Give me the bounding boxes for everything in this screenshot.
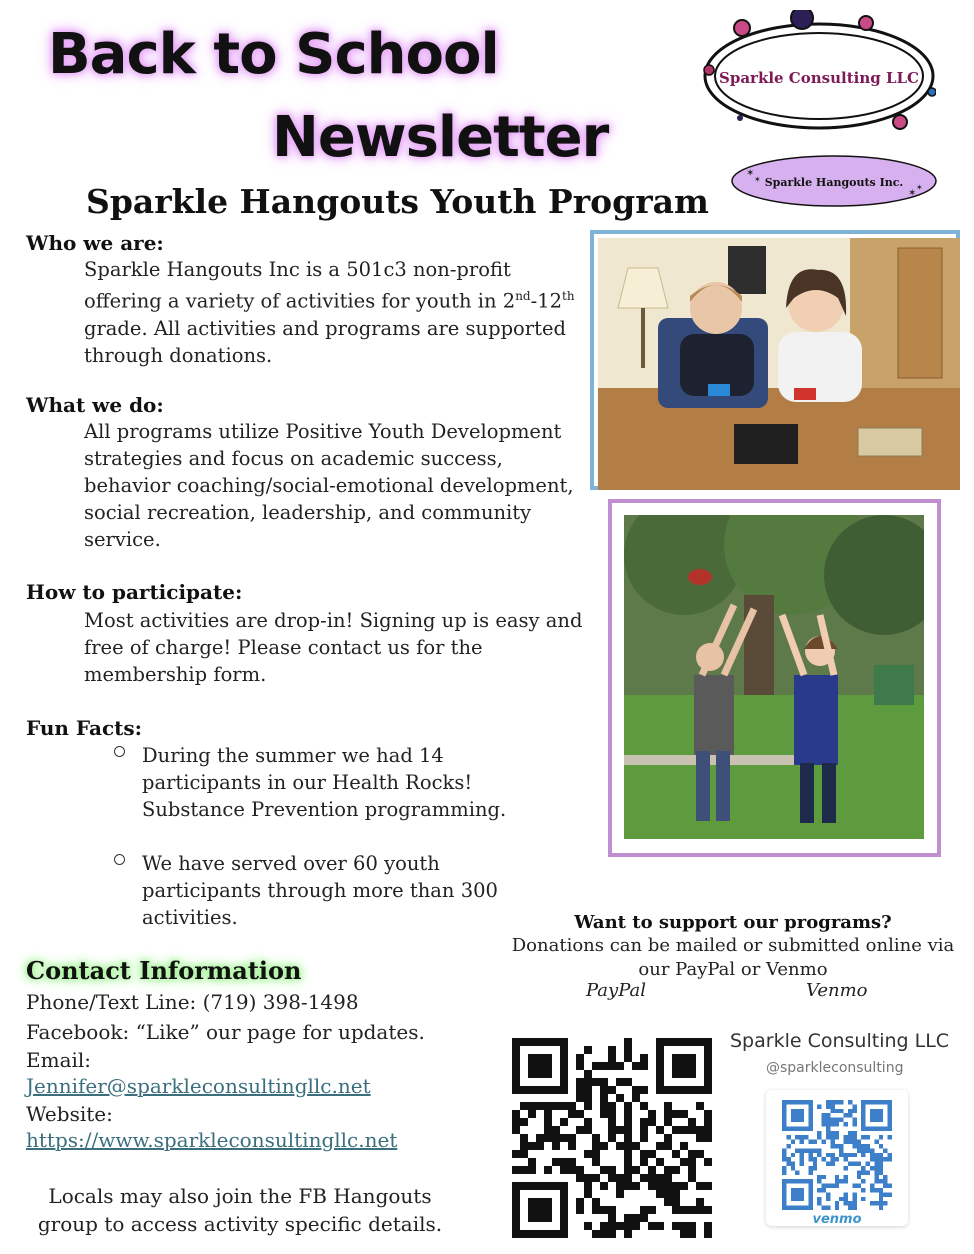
photo-kids-outdoor xyxy=(608,499,941,857)
locals-note: Locals may also join the FB Hangouts group to access activity specific details. xyxy=(37,1184,443,1236)
support-heading: Want to support our programs? xyxy=(574,912,892,933)
sparkle-hangouts-logo xyxy=(730,154,938,208)
title-line-2: Newsletter xyxy=(272,105,609,170)
star-icon: ✶ xyxy=(908,188,917,199)
email-link[interactable]: Jennifer@sparkleconsultingllc.net xyxy=(26,1074,371,1098)
photo-kids-gaming xyxy=(590,230,960,490)
venmo-label: Venmo xyxy=(806,980,868,1001)
star-icon: ✶ xyxy=(754,175,761,184)
venmo-handle: @sparkleconsulting xyxy=(766,1060,904,1076)
what-we-do-heading: What we do: xyxy=(26,393,164,417)
venmo-account-name: Sparkle Consulting LLC xyxy=(730,1030,950,1052)
how-to-participate-heading: How to participate: xyxy=(26,580,243,604)
email-label: Email: xyxy=(26,1048,92,1072)
facebook-line: Facebook: “Like” our page for updates. xyxy=(26,1020,425,1044)
paypal-label: PayPal xyxy=(586,980,646,1001)
fun-facts-heading: Fun Facts: xyxy=(26,716,143,740)
website-label: Website: xyxy=(26,1102,113,1126)
bullet-circle-icon xyxy=(114,746,125,757)
contact-heading: Contact Information xyxy=(26,956,302,985)
how-to-participate-text: Most activities are drop-in! Signing up is easy and free of charge! Please contact us for the membership form. xyxy=(84,609,583,686)
venmo-logo-text: venmo xyxy=(812,1212,862,1226)
title-line-1: Back to School xyxy=(48,22,499,87)
who-we-are-heading: Who we are: xyxy=(26,231,164,255)
website-link[interactable]: https://www.sparkleconsultingllc.net xyxy=(26,1128,398,1152)
what-we-do-text: All programs utilize Positive Youth Development strategies and focus on academic success, behavior coaching/social-emotional development, social recreation, leadership, and community service. xyxy=(84,420,574,551)
sparkle-consulting-logo xyxy=(702,10,936,138)
consulting-logo-text: Sparkle Consulting LLC xyxy=(719,69,919,87)
star-icon: ✶ xyxy=(746,168,755,179)
hangouts-logo-text: Sparkle Hangouts Inc. xyxy=(764,176,904,189)
bullet-circle-icon xyxy=(114,854,125,865)
phone-line: Phone/Text Line: (719) 398-1498 xyxy=(26,990,359,1014)
page-subtitle: Sparkle Hangouts Youth Program xyxy=(86,182,709,221)
support-text: Donations can be mailed or submitted online via our PayPal or Venmo xyxy=(511,935,955,980)
who-we-are-text: Sparkle Hangouts Inc is a 501c3 non-profit offering a variety of activities for youth in 2nd-12th grade. All activities and programs are supported through donations. xyxy=(84,258,575,367)
venmo-qr-card[interactable] xyxy=(766,1090,908,1226)
star-icon: ✶ xyxy=(916,183,923,192)
paypal-qr-code[interactable] xyxy=(512,1038,712,1238)
venmo-qr-code[interactable] xyxy=(782,1100,892,1210)
